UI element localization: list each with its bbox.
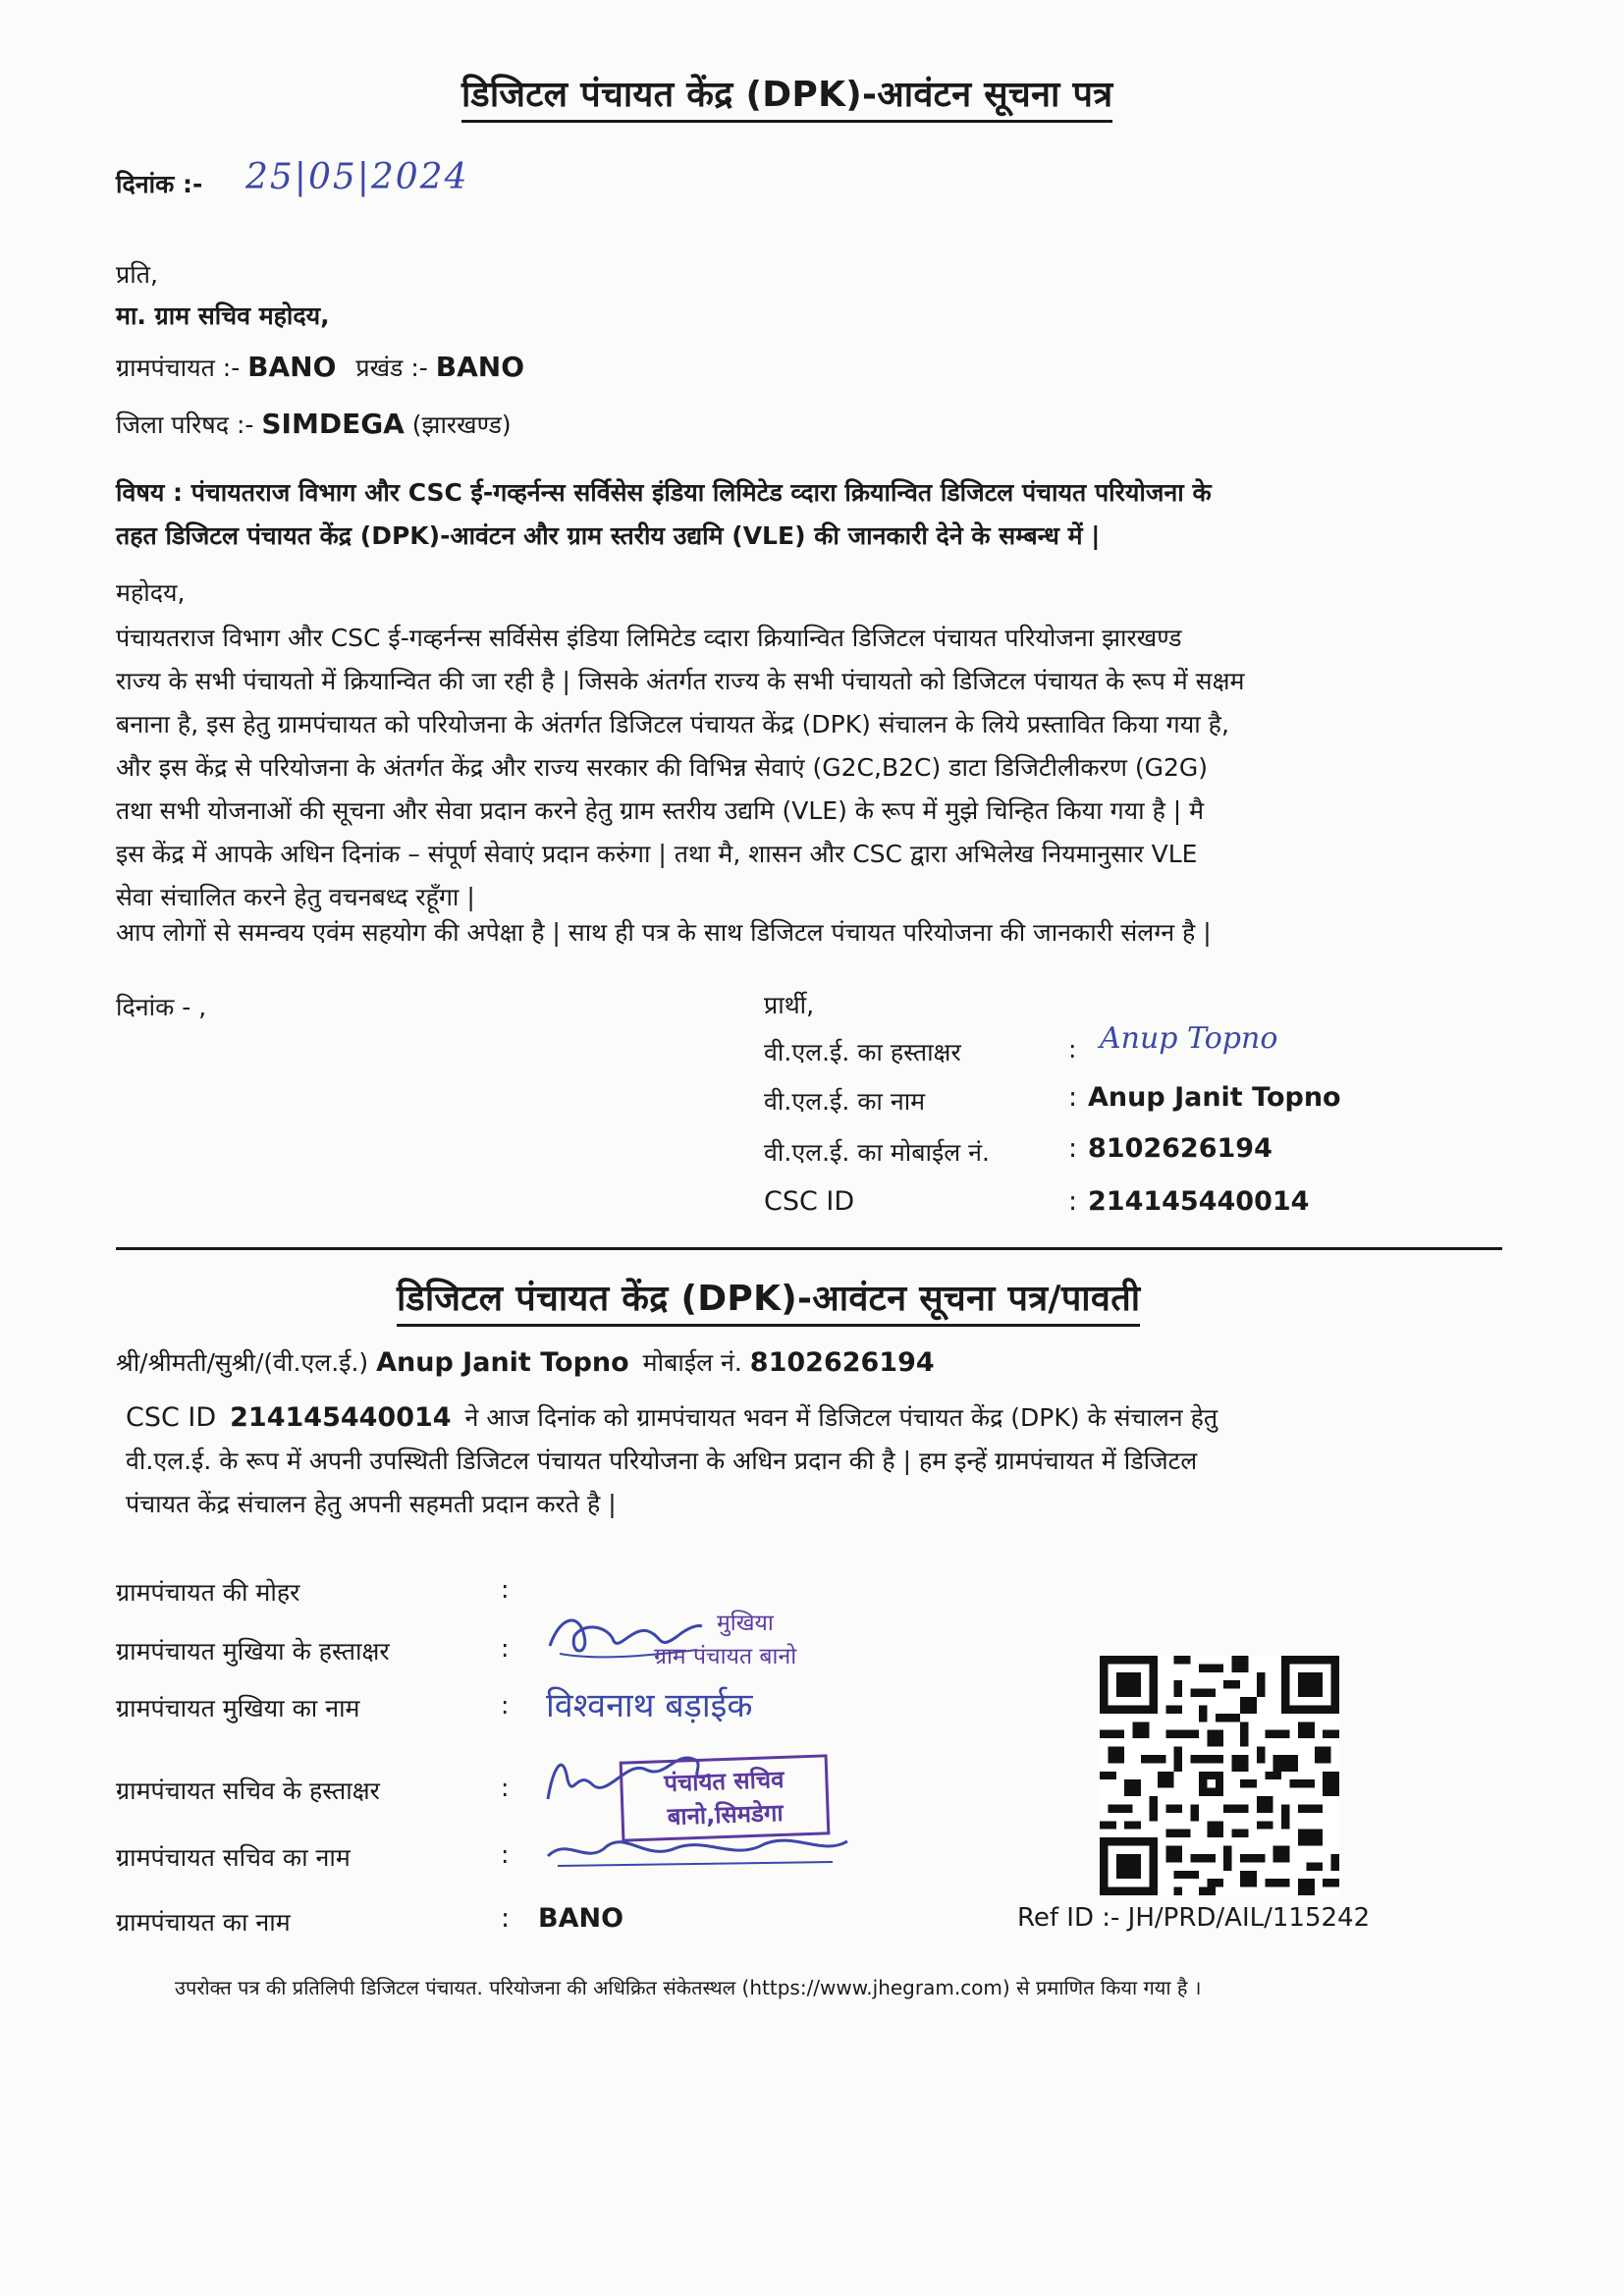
receipt-csc-value: 214145440014 xyxy=(230,1402,452,1433)
district-line xyxy=(116,405,512,445)
vle-sign-label: वी.एल.ई. का हस्ताक्षर xyxy=(764,1038,961,1066)
body-line: और इस केंद्र से परियोजना के अंतर्गत केंद्र और राज्य सरकार की विभिन्न सेवाएं (G2C,B2C) डाटा डिजिटीलीकरण (G2G) xyxy=(116,753,1209,782)
salutation: महोदय, xyxy=(116,578,186,607)
district-label: जिला परिषद :- xyxy=(116,410,254,439)
sachiv-name-colon: : xyxy=(501,1840,510,1869)
addressee: मा. ग्राम सचिव महोदय, xyxy=(116,301,330,330)
ref-id: Ref ID :- JH/PRD/AIL/115242 xyxy=(1017,1903,1371,1933)
gp-name-colon: : xyxy=(501,1903,511,1934)
sachiv-stamp-line-1: पंचायत सचिव xyxy=(663,1765,785,1798)
date-handwritten: 25|05|2024 xyxy=(245,157,469,197)
receipt-line-2-rest: ने आज दिनांक को ग्रामपंचायत भवन में डिजिटल पंचायत केंद्र (DPK) के संचालन हेतु xyxy=(464,1403,1218,1432)
vle-signature: Anup Topno xyxy=(1100,1021,1278,1056)
receipt-vle-name: Anup Janit Topno xyxy=(376,1347,629,1378)
section-divider xyxy=(116,1247,1502,1250)
sachiv-name-label: ग्रामपंचायत सचिव का नाम xyxy=(116,1843,351,1872)
receipt-title: डिजिटल पंचायत केंद्र (DPK)-आवंटन सूचना पत्र/पावती xyxy=(397,1273,1140,1327)
receipt-csc-label: CSC ID xyxy=(126,1402,217,1433)
body-line: बनाना है, इस हेतु ग्रामपंचायत को परियोजना के अंतर्गत डिजिटल पंचायत केंद्र (DPK) संचालन के लिये प्रस्तावित किया गया है, xyxy=(116,710,1229,738)
body-line: पंचायतराज विभाग और CSC ई-गव्हर्नन्स सर्विसेस इंडिया लिमिटेड व्दारा क्रियान्वित डिजिटल पंचायत परियोजना झारखण्ड xyxy=(116,624,1182,652)
receipt-line-4: पंचायत केंद्र संचालन हेतु अपनी सहमती प्रदान करते है | xyxy=(126,1490,617,1518)
gram-panchayat-line xyxy=(116,348,524,388)
footer-note: उपरोक्त पत्र की प्रतिलिपी डिजिटल पंचायत. परियोजना की अधिक्रित संकेतस्थल (https://www.jhegram.com) से प्रमाणित किया गया है । xyxy=(175,1976,1202,1999)
receipt-line-3: वी.एल.ई. के रूप में अपनी उपस्थिती डिजिटल पंचायत परियोजना के अधिन प्रदान की है | हम इन्हें ग्रामपंचायत में डिजिटल xyxy=(126,1447,1198,1475)
block-label: प्रखंड :- xyxy=(355,354,428,382)
vle-name-label: वी.एल.ई. का नाम xyxy=(764,1087,926,1116)
receipt-mobile: 8102626194 xyxy=(749,1347,935,1378)
body-line: राज्य के सभी पंचायतो में क्रियान्वित की जा रही है | जिसके अंतर्गत राज्य के सभी पंचायतो को डिजिटल पंचायत के रूप में सक्षम xyxy=(116,667,1245,695)
letter-title: डिजिटल पंचायत केंद्र (DPK)-आवंटन सूचना पत्र xyxy=(461,69,1112,123)
subject xyxy=(116,471,1212,558)
csc-id-value: 214145440014 xyxy=(1088,1186,1310,1217)
receipt-prefix: श्री/श्रीमती/सुश्री/(वी.एल.ई.) xyxy=(116,1348,369,1377)
sachiv-sign-label: ग्रामपंचायत सचिव के हस्ताक्षर xyxy=(116,1777,380,1805)
receipt-mobile-label: मोबाईल नं. xyxy=(642,1348,742,1377)
receipt-line-2 xyxy=(126,1398,1218,1438)
closing-line: आप लोगों से समन्वय एवंम सहयोग की अपेक्षा है | साथ ही पत्र के साथ डिजिटल पंचायत परियोजना की जानकारी संलग्न है | xyxy=(116,918,1212,947)
mukhiya-name-handwritten: विश्वनाथ बड़ाईक xyxy=(546,1686,753,1725)
vle-name-value: Anup Janit Topno xyxy=(1088,1082,1341,1113)
vle-sign-colon: : xyxy=(1068,1035,1077,1064)
vle-mobile-colon: : xyxy=(1068,1133,1078,1164)
mukhiya-sign-colon: : xyxy=(501,1634,510,1663)
district-value: SIMDEGA xyxy=(261,408,405,440)
mukhiya-stamp xyxy=(654,1607,796,1673)
csc-id-colon: : xyxy=(1068,1186,1078,1217)
vle-name-colon: : xyxy=(1068,1082,1078,1113)
applicant-label: प्रार्थी, xyxy=(764,991,815,1019)
mukhiya-stamp-line-1: मुखिया xyxy=(717,1611,774,1636)
seal-colon: : xyxy=(501,1575,510,1604)
sachiv-sign-colon: : xyxy=(501,1774,510,1802)
receipt-line-1 xyxy=(116,1343,935,1383)
qr-code-icon xyxy=(1100,1656,1339,1895)
csc-id-label: CSC ID xyxy=(764,1186,855,1217)
body-line: तथा सभी योजनाओं की सूचना और सेवा प्रदान करने हेतु ग्राम स्तरीय उद्यमि (VLE) के रूप में मुझे चिन्हित किया गया है | मै xyxy=(116,796,1205,825)
vle-mobile-value: 8102626194 xyxy=(1088,1133,1272,1164)
body-paragraph xyxy=(116,617,1510,919)
sachiv-stamp-line-2: बानो,सिमडेगा xyxy=(667,1798,785,1831)
body-line: इस केंद्र में आपके अधिन दिनांक – संपूर्ण सेवाएं प्रदान करुंगा | तथा मै, शासन और CSC द्वारा अभिलेख नियमानुसार VLE xyxy=(116,840,1198,868)
gp-name-label: ग्रामपंचायत का नाम xyxy=(116,1908,291,1937)
gp-label: ग्रामपंचायत :- xyxy=(116,354,241,382)
gp-value: BANO xyxy=(247,351,337,383)
vle-mobile-label: वी.एल.ई. का मोबाईल नं. xyxy=(764,1138,991,1167)
seal-label: ग्रामपंचायत की मोहर xyxy=(116,1578,300,1607)
district-state: (झारखण्ड) xyxy=(411,410,512,439)
mukhiya-stamp-line-2: ग्राम पंचायत बानो xyxy=(654,1644,797,1669)
sachiv-name-signature-icon xyxy=(538,1827,852,1876)
subject-line-2: तहत डिजिटल पंचायत केंद्र (DPK)-आवंटन और ग्राम स्तरीय उद्यमि (VLE) की जानकारी देने के सम्बन्ध में | xyxy=(116,521,1101,550)
mukhiya-name-label: ग्रामपंचायत मुखिया का नाम xyxy=(116,1694,360,1722)
subject-line-1: विषय : पंचायतराज विभाग और CSC ई-गव्हर्नन्स सर्विसेस इंडिया लिमिटेड व्दारा क्रियान्वित डिजिटल पंचायत परियोजना के xyxy=(116,478,1212,507)
gp-name-value: BANO xyxy=(538,1903,624,1934)
mukhiya-sign-label: ग्रामपंचायत मुखिया के हस्ताक्षर xyxy=(116,1637,390,1666)
mukhiya-name-colon: : xyxy=(501,1691,510,1720)
body-line: सेवा संचालित करने हेतु वचनबध्द रहूँगा | xyxy=(116,883,475,911)
prati: प्रति, xyxy=(116,260,158,289)
date-label: दिनांक :- xyxy=(116,170,203,198)
block-value: BANO xyxy=(435,351,525,383)
date2-label: दिनांक - , xyxy=(116,993,207,1021)
